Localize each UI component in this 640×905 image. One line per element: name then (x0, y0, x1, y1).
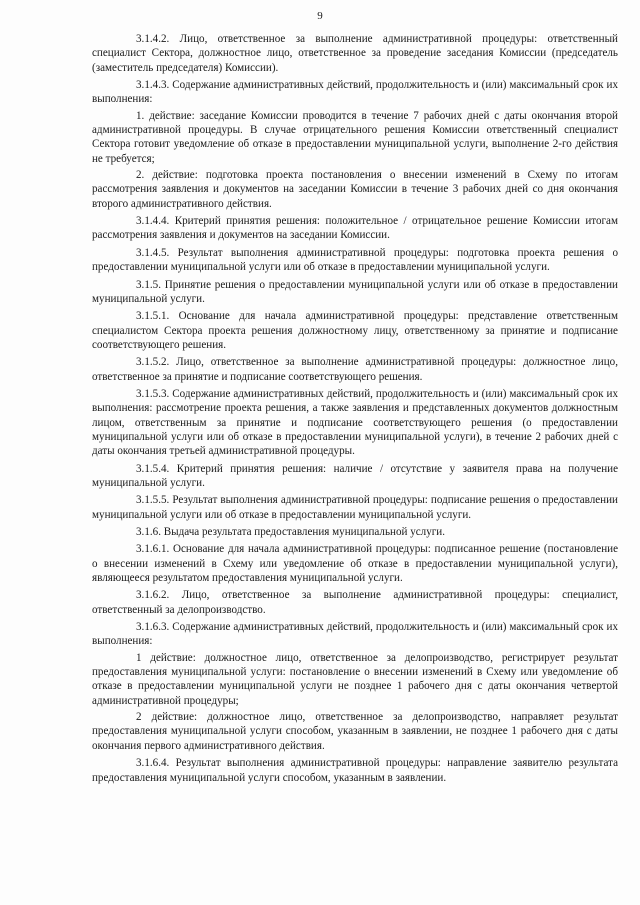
paragraph-3-1-6-4: 3.1.6.4. Результат выполнения административной процедуры: направление заявителю результата предоставления муниципальной услуги способом, указанным в заявлении. (92, 757, 618, 784)
paragraph-3-1-5-1: 3.1.5.1. Основание для начала административной процедуры: представление ответственным специалистом Сектора проекта решения должностному лицу, ответственному за принятие и подписание соответствующего решения. (92, 310, 618, 351)
paragraph-3-1-5-3: 3.1.5.3. Содержание административных действий, продолжительность и (или) максимальный срок их выполнения: рассмотрение проекта решения, а также заявления и представленных документов должностным лицом, ответственным за принятие и подписание соответствующего решения (о предоставлении муниципальной услуги или об отказе в предоставлении муниципальной услуги), в течение 2 рабочих дней с даты окончания третьей административной процедуры. (92, 387, 618, 458)
paragraph-3-1-6: 3.1.6. Выдача результата предоставления муниципальной услуги. (136, 526, 446, 538)
paragraph-action-2: 2. действие: подготовка проекта постановления о внесении изменений в Схему по итогам рассмотрения заявления и документов на заседании Комиссии в течение 3 рабочих дней со дня окончания второго административного действия. (92, 169, 618, 210)
paragraph-delivery-action-1: 1 действие: должностное лицо, ответственное за делопроизводство, регистрирует результат предоставления муниципальной услуги: постановление о внесении изменений в Схему или уведомление об отказе в предоставлении муниципальной услуги не позднее 1 рабочего дня с даты окончания четвертой административной процедуры; (92, 651, 618, 707)
paragraph-3-1-5-4: 3.1.5.4. Критерий принятия решения: наличие / отсутствие у заявителя права на получение муниципальной услуги. (92, 462, 618, 489)
paragraph-3-1-6-2: 3.1.6.2. Лицо, ответственное за выполнение административной процедуры: специалист, ответственный за делопроизводство. (92, 589, 618, 616)
paragraph-3-1-6-1: 3.1.6.1. Основание для начала административной процедуры: подписанное решение (постановление о внесении изменений в Схему или уведомление об отказе в предоставлении муниципальной услуги), являющееся результатом предоставления муниципальной услуги. (92, 543, 618, 585)
page-number: 9 (317, 10, 323, 22)
paragraph-3-1-4-4: 3.1.4.4. Критерий принятия решения: положительное / отрицательное решение Комиссии итогам рассмотрения заявления и документов на заседании Комиссии. (92, 215, 618, 242)
paragraph-3-1-5-2: 3.1.5.2. Лицо, ответственное за выполнение административной процедуры: должностное лицо, ответственное за принятие и подписание соответствующего решения. (92, 356, 618, 383)
paragraph-3-1-4-3: 3.1.4.3. Содержание административных действий, продолжительность и (или) максимальный срок их выполнения: (92, 79, 618, 106)
paragraph-delivery-action-2: 2 действие: должностное лицо, ответственное за делопроизводство, направляет результат предоставления муниципальной услуги способом, указанным в заявлении, не позднее 1 рабочего дня с даты окончания первого административного действия. (92, 711, 618, 752)
paragraph-3-1-4-5: 3.1.4.5. Результат выполнения административной процедуры: подготовка проекта решения о предоставлении муниципальной услуги или об отказе в предоставлении муниципальной услуги. (92, 246, 618, 274)
paragraph-3-1-5: 3.1.5. Принятие решения о предоставлении муниципальной услуги или об отказе в предоставлении муниципальной услуги. (92, 278, 618, 305)
paragraph-3-1-4-2: 3.1.4.2. Лицо, ответственное за выполнение административной процедуры: ответственный специалист Сектора, должностное лицо, ответственное за проведение заседания Комиссии (председатель (заместитель председателя) Комиссии). (92, 33, 618, 74)
document-body (92, 32, 618, 788)
paragraph-3-1-6-3: 3.1.6.3. Содержание административных действий, продолжительность и (или) максимальный срок их выполнения: (92, 621, 618, 648)
paragraph-3-1-5-5: 3.1.5.5. Результат выполнения административной процедуры: подписание решения о предоставлении муниципальной услуги или об отказе в предоставлении муниципальной услуги. (92, 494, 618, 521)
paragraph-action-1: 1. действие: заседание Комиссии проводится в течение 7 рабочих дней с даты окончания второй административной процедуры. В случае отрицательного решения Комиссии ответственный специалист Сектора готовит уведомление об отказе в предоставлении муниципальной услуги, выполнение 2-го действия не требуется; (92, 109, 618, 165)
